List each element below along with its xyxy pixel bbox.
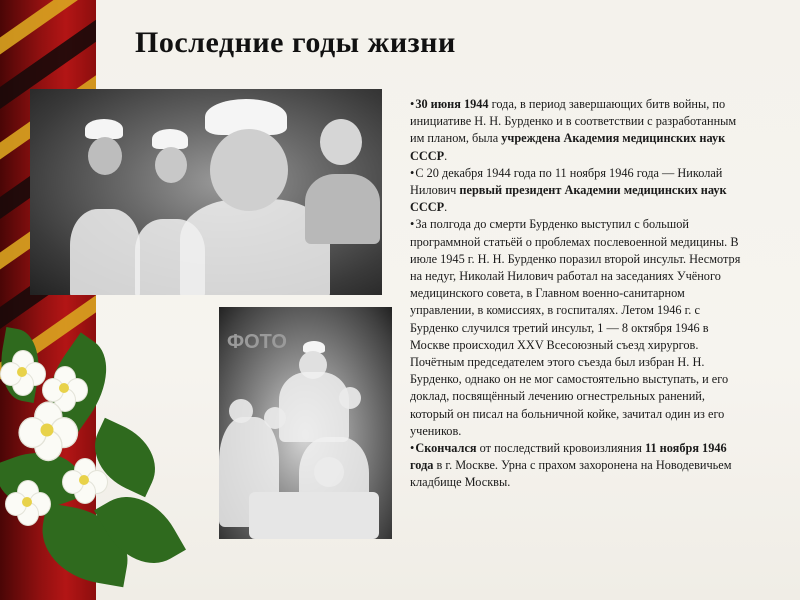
photo-operating-room bbox=[219, 307, 392, 539]
bold-text: первый президент Академии медицинских наук СССР bbox=[410, 183, 727, 215]
paragraph bbox=[410, 96, 750, 165]
flower bbox=[62, 458, 106, 502]
page-title: Последние годы жизни bbox=[135, 26, 456, 59]
text: За полгода до смерти Бурденко выступил с большой программной статьёй о проблемах послевоенной медицины. В июле 1945 г. Н. Н. Бурденко поразил второй инсульт. Несмотря на недуг, Николай Нилович работал на заседаниях Учёного медицинского совета, в Главном военно-санитарном управлении, в комиссиях, в госпиталях. Летом 1946 г. с Бурденко случился третий инсульт, 1 — 8 октября 1946 в Москве происходил XXV Всесоюзный съезд хирургов. Почётным председателем этого съезда был избран Н. Н. Бурденко, однако он не мог самостоятельно выступать, и его доклад, посвящённый лечению огнестрельных ранений, который он писал на больничной койке, зачитал один из его учеников. bbox=[410, 217, 741, 438]
text: в г. Москве. Урна с прахом захоронена на Новодевичьем кладбище Москвы. bbox=[410, 458, 732, 490]
photo-burdenko-portrait bbox=[30, 89, 382, 295]
text: С 20 декабря 1944 года по 11 ноября 1946 года — Николай Нилович bbox=[410, 165, 723, 198]
paragraph bbox=[410, 216, 750, 440]
bold-text: 11 ноября 1946 года bbox=[410, 441, 727, 473]
bullet: • bbox=[410, 217, 415, 232]
text: от последствий кровоизлияния bbox=[476, 441, 645, 456]
flower-decoration bbox=[0, 330, 190, 600]
text: . bbox=[444, 200, 448, 215]
text: . bbox=[444, 148, 448, 163]
bold-text: учреждена Академия медицинских наук СССР bbox=[410, 131, 726, 163]
text: года, в период завершающих битв войны, по инициативе Н. Н. Бурденко и в соответствии с разработанным им планом, была bbox=[410, 97, 737, 146]
paragraph bbox=[410, 165, 750, 217]
bold-text: Скончался bbox=[415, 441, 477, 456]
bullet: • bbox=[410, 165, 415, 180]
flower bbox=[5, 480, 49, 524]
bullet: • bbox=[410, 97, 415, 111]
paragraph bbox=[410, 440, 750, 492]
text-block bbox=[410, 96, 750, 492]
photo-sign: ФОТО bbox=[227, 331, 287, 353]
bullet: • bbox=[410, 441, 415, 456]
flower bbox=[0, 350, 44, 394]
bold-text: 30 июня 1944 bbox=[415, 97, 489, 111]
flower bbox=[18, 401, 75, 458]
